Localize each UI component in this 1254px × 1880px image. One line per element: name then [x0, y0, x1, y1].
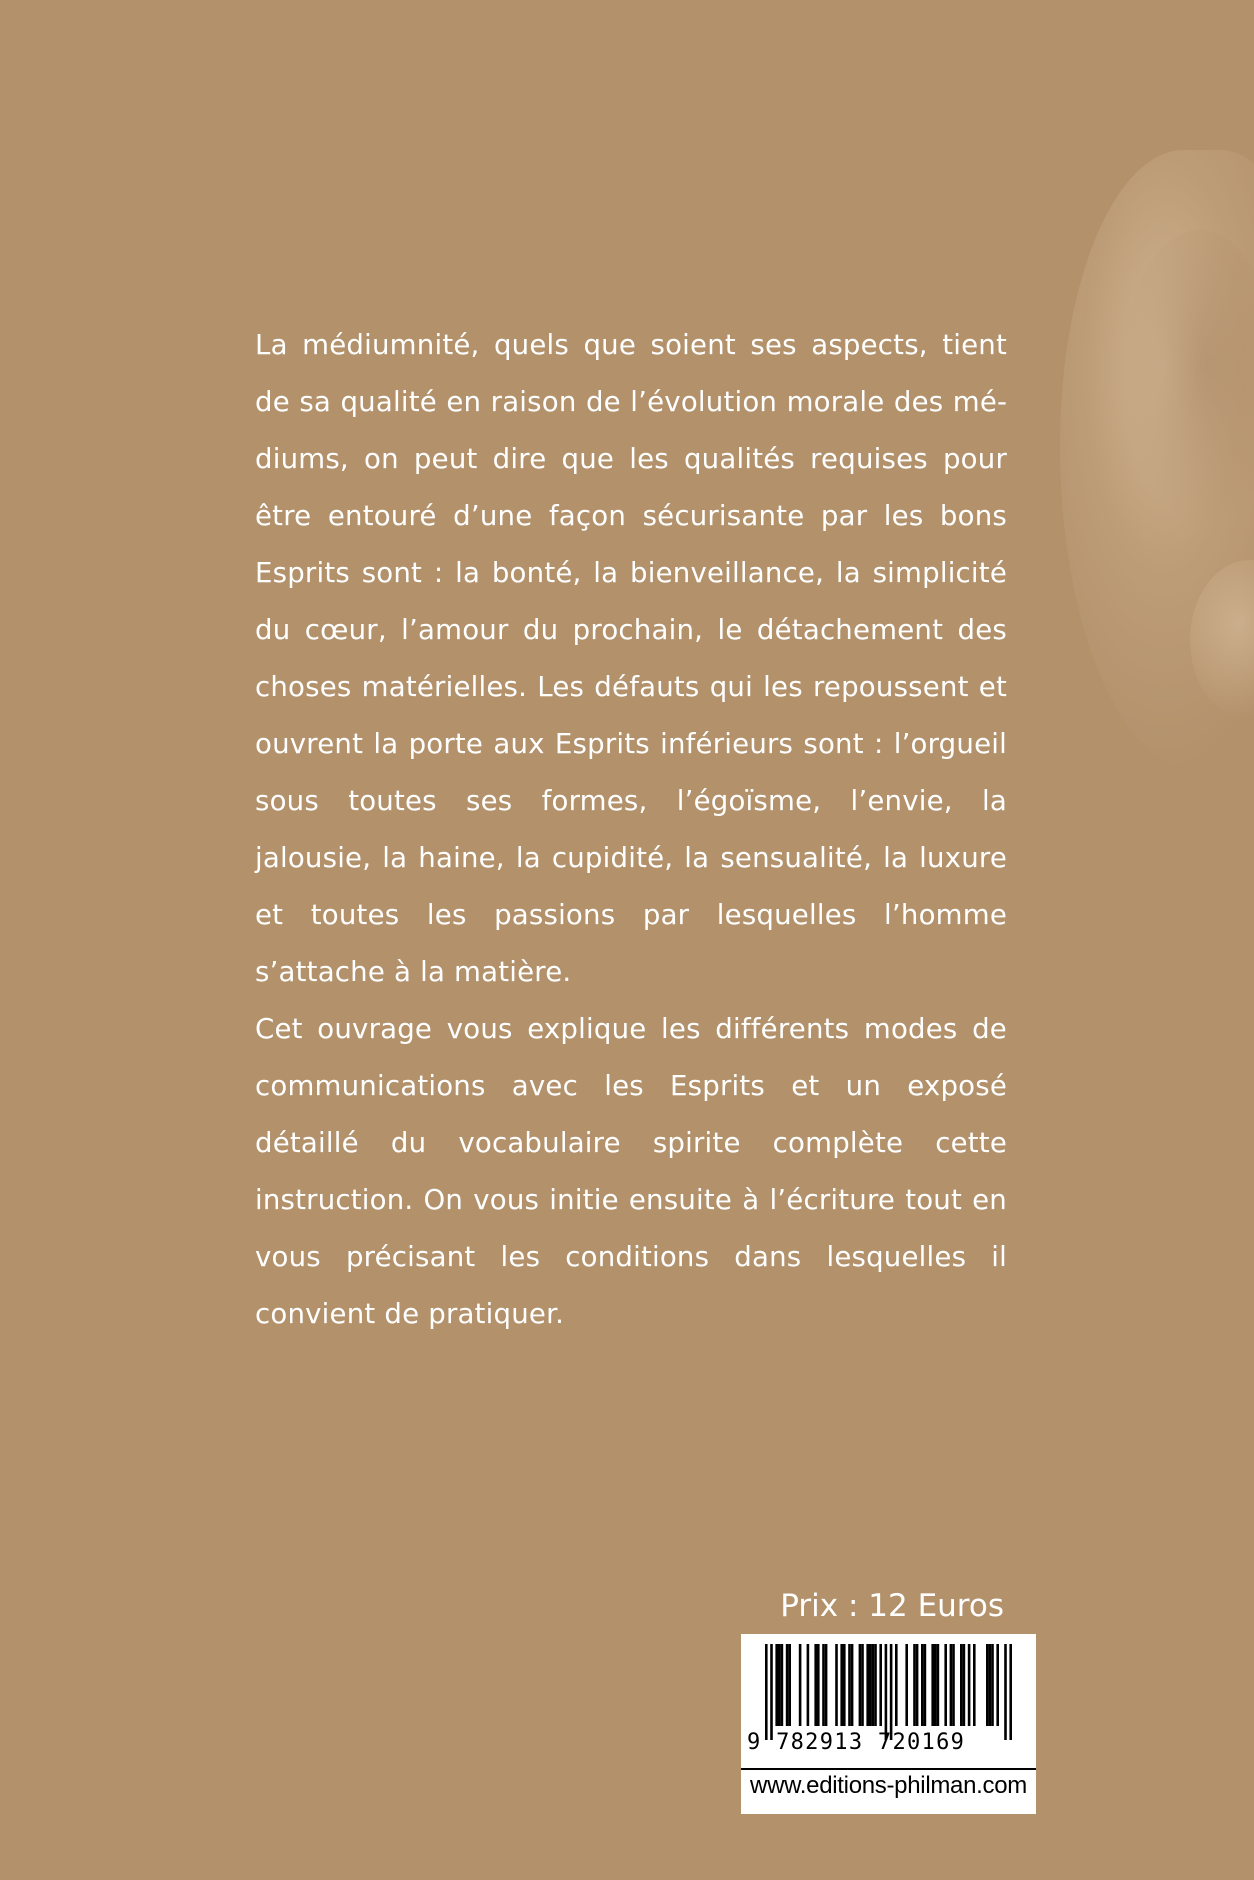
barcode-bar: [843, 1644, 846, 1726]
barcode-bar: [869, 1644, 872, 1726]
barcode-bar: [960, 1644, 963, 1726]
barcode-bar: [817, 1644, 820, 1726]
barcode-bar: [778, 1644, 781, 1726]
barcode-bar: [890, 1644, 893, 1740]
barcode-bar: [916, 1644, 919, 1726]
barcode-bar: [950, 1644, 953, 1726]
barcode-bar: [851, 1644, 854, 1726]
barcode-bar: [788, 1644, 791, 1726]
barcode-bar: [807, 1644, 810, 1726]
isbn-digits: 9 782913 720169: [747, 1730, 966, 1755]
barcode-bar: [944, 1644, 947, 1726]
barcode-bar: [991, 1644, 994, 1726]
barcode-bar: [840, 1644, 843, 1726]
barcode-bar: [968, 1644, 971, 1726]
barcode-bar: [835, 1644, 838, 1726]
barcode-bar: [952, 1644, 955, 1726]
barcode-bar: [996, 1644, 999, 1726]
barcode-bar: [921, 1644, 924, 1726]
barcode-bar: [931, 1644, 934, 1726]
blurb-paragraph-1: La médiumnité, quels que soient ses aspects, tient de sa qualité en raison de l’évolution morale des médiums, on peut dire que les qualités requises pour être entouré d’une façon sécurisante par les bons Esprits sont : la bonté, la bienveillance, la simplicité du cœur, l’amour du prochain, le détachement des choses matérielles. Les défauts qui les repoussent et ouvrent la porte aux Esprits inférieurs sont : l’orgueil sous toutes ses formes, l’égoïsme, l’envie, la jalousie, la haine, la cupidité, la sensualité, la luxure et toutes les passions par lesquelles l’homme s’attache à la matière.: [255, 328, 1007, 988]
barcode-bar: [799, 1644, 802, 1726]
barcode-bar: [924, 1644, 927, 1726]
publisher-website: www.editions-philman.com: [750, 1772, 1027, 1799]
barcode-bar: [934, 1644, 937, 1726]
barcode-bar: [973, 1644, 976, 1726]
barcode-bar: [913, 1644, 916, 1726]
barcode-bar: [937, 1644, 940, 1726]
isbn-barcode: [741, 1634, 1036, 1814]
barcode-bar: [879, 1644, 882, 1726]
barcode-bar: [781, 1644, 784, 1726]
barcode-bar: [885, 1644, 888, 1740]
barcode-bar: [895, 1644, 898, 1726]
barcode-bar: [848, 1644, 851, 1726]
barcode-bar: [963, 1644, 966, 1726]
barcode-bar: [989, 1644, 992, 1726]
barcode-bar: [765, 1644, 768, 1740]
barcode-bar: [1009, 1644, 1012, 1740]
barcode-bar: [874, 1644, 877, 1726]
price-label: Prix : 12 Euros: [780, 1588, 1004, 1624]
barcode-divider: [741, 1768, 1036, 1770]
barcode-bar: [905, 1644, 908, 1726]
barcode-bar: [825, 1644, 828, 1726]
barcode-bar: [786, 1644, 789, 1726]
barcode-bar: [986, 1644, 989, 1726]
barcode-bar: [1004, 1644, 1007, 1740]
barcode-bar: [775, 1644, 778, 1726]
barcode-bar: [861, 1644, 864, 1726]
barcode-bar: [866, 1644, 869, 1726]
barcode-bar: [770, 1644, 773, 1740]
barcode-bar: [859, 1644, 862, 1726]
barcode-bar: [872, 1644, 875, 1726]
blurb-paragraph-2: Cet ouvrage vous explique les différents modes de communications avec les Esprits et un exposé détaillé du vocabulaire spirite complète cette instruction. On vous initie ensuite à l’écriture tout en vous précisant les conditions dans lesquelles il convient de pratiquer.: [255, 1012, 1007, 1330]
barcode-bar: [822, 1644, 825, 1726]
barcode-bar: [814, 1644, 817, 1726]
